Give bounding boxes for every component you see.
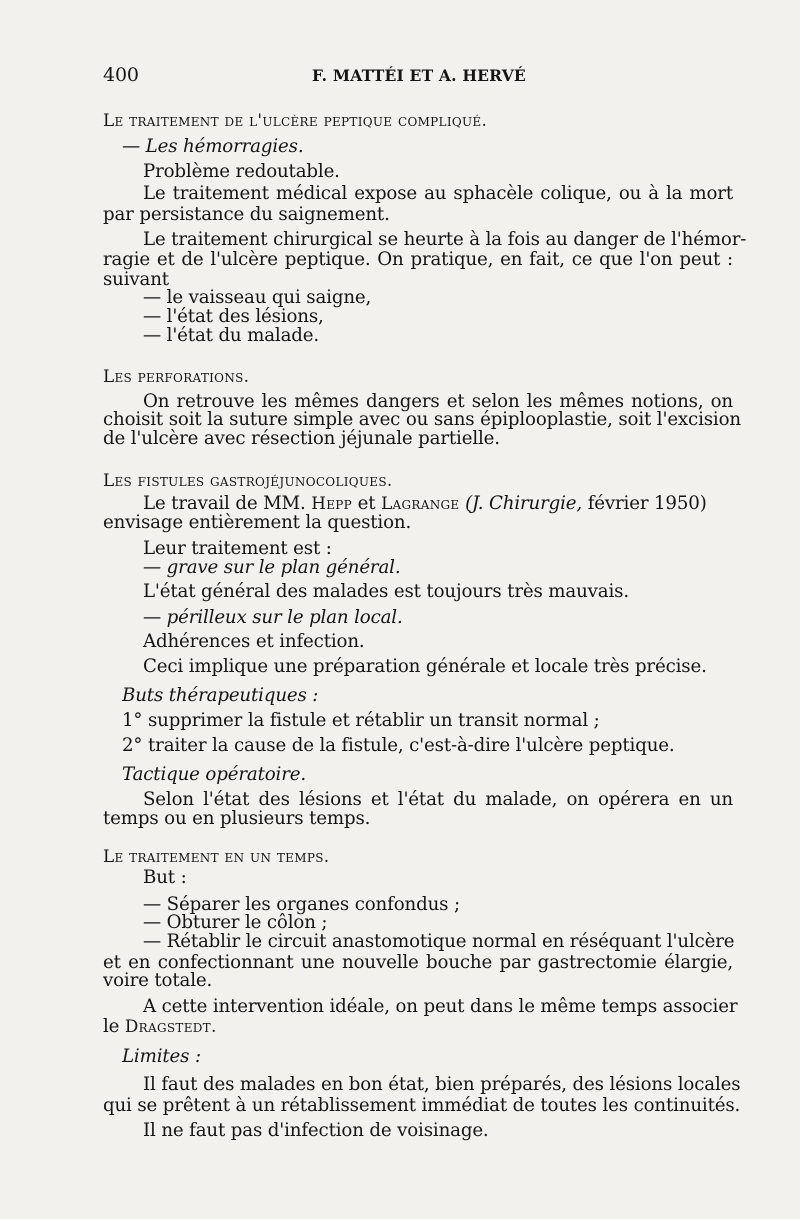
paragraph-line: par persistance du saignement. (103, 204, 390, 225)
text-travail: Le travail de MM. (143, 493, 312, 514)
list-item: — Rétablir le circuit anastomotique normal en réséquant l'ulcère (143, 931, 735, 952)
section-title-un-temps: Le traitement en un temps. (103, 846, 330, 866)
subheading-but: But : (143, 867, 187, 888)
paragraph-line: Il faut des malades en bon état, bien préparés, des lésions locales (143, 1074, 741, 1095)
paragraph-line: temps ou en plusieurs temps. (103, 808, 371, 829)
paragraph-line: On retrouve les mêmes dangers et selon les mêmes notions, on (143, 391, 733, 412)
paragraph-line: Leur traitement est : (143, 538, 332, 559)
subheading-buts: Buts thérapeutiques : (122, 685, 319, 706)
paragraph-line: Le traitement médical expose au sphacèle colique, ou à la mort (143, 183, 733, 204)
author-dragstedt: Dragstedt. (124, 1016, 217, 1036)
paragraph-line: choisit soit la suture simple avec ou sans épiplooplastie, soit l'excision (103, 409, 741, 430)
text-et: et (352, 493, 382, 514)
paragraph-line: Problème redoutable. (143, 161, 340, 182)
subheading-limites: Limites : (122, 1046, 201, 1067)
list-item: — le vaisseau qui saigne, (143, 287, 372, 308)
text-le: le (103, 1016, 125, 1037)
paragraph-line-travail (143, 493, 707, 514)
section-title-complique: Le traitement de l'ulcère peptique compliqué. (103, 110, 488, 130)
paragraph-line-dragstedt (103, 1016, 217, 1037)
journal-date: février 1950) (582, 493, 707, 514)
paragraph-line: A cette intervention idéale, on peut dans le même temps associer (143, 996, 738, 1017)
paragraph-line: Le traitement chirurgical se heurte à la fois au danger de l'hémor- (143, 229, 747, 250)
list-item: — l'état du malade. (143, 325, 320, 346)
paragraph-line: ragie et de l'ulcère peptique. On pratique, en fait, ce que l'on peut : (103, 249, 733, 270)
paragraph-line: L'état général des malades est toujours très mauvais. (143, 581, 629, 602)
running-title: F. MATTÉI ET A. HERVÉ (312, 66, 526, 85)
subheading-hemorragies: — Les hémorragies. (122, 136, 304, 157)
paragraph-line: envisage entièrement la question. (103, 512, 412, 533)
paragraph-line: voire totale. (103, 970, 213, 991)
list-item: — Séparer les organes confondus ; (143, 894, 460, 915)
paragraph-line: de l'ulcère avec résection jéjunale partielle. (103, 428, 500, 449)
author-hepp: Hepp (311, 493, 353, 513)
section-title-perforations: Les perforations. (103, 366, 250, 386)
journal-reference: (J. Chirurgie, (459, 493, 583, 514)
list-item: — l'état des lésions, (143, 306, 324, 327)
paragraph-line: et en confectionnant une nouvelle bouche par gastrectomie élargie, (103, 952, 733, 973)
paragraph-line: Selon l'état des lésions et l'état du malade, on opérera en un (143, 789, 733, 810)
list-item: — Obturer le côlon ; (143, 912, 328, 933)
emphasis-line: — grave sur le plan général. (143, 557, 401, 578)
emphasis-line: — périlleux sur le plan local. (143, 607, 403, 628)
section-title-fistules: Les fistules gastrojéjunocoliques. (103, 470, 393, 490)
paragraph-line: Il ne faut pas d'infection de voisinage. (143, 1120, 489, 1141)
subheading-tactique: Tactique opératoire. (122, 764, 306, 785)
paragraph-line: Adhérences et infection. (143, 631, 365, 652)
page-number: 400 (103, 64, 139, 86)
paragraph-line: suivant (103, 269, 169, 290)
author-lagrange: Lagrange (381, 493, 460, 513)
list-item: 1° supprimer la fistule et rétablir un transit normal ; (122, 710, 600, 731)
paragraph-line: qui se prêtent à un rétablissement immédiat de toutes les continuités. (103, 1095, 741, 1116)
list-item: 2° traiter la cause de la fistule, c'est-à-dire l'ulcère peptique. (122, 735, 675, 756)
paragraph-line: Ceci implique une préparation générale et locale très précise. (143, 656, 707, 677)
